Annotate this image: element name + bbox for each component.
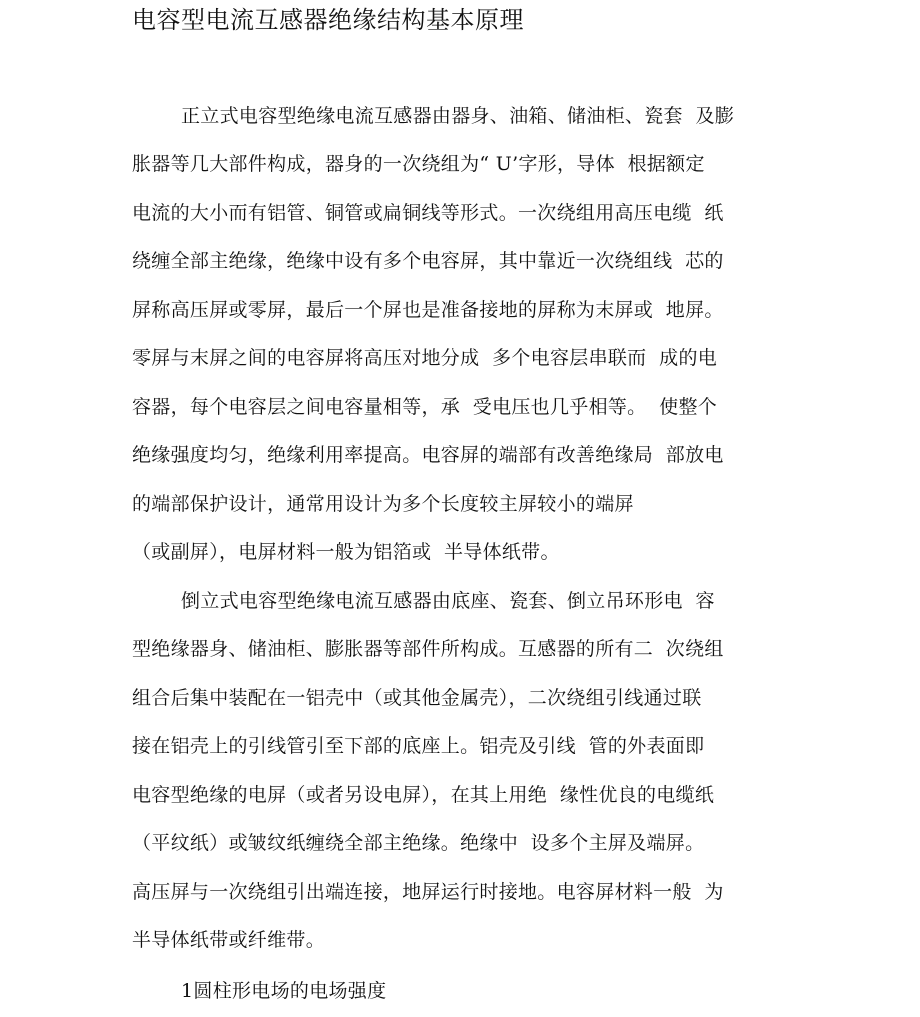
- document-title: 电容型电流互感器绝缘结构基本原理: [132, 6, 524, 34]
- paragraph-2-line-2: 型绝缘器身、储油柜、膨胀器等部件所构成。互感器的所有二 次绕组: [132, 638, 724, 660]
- paragraph-2-line-8: 半导体纸带或纤维带。: [132, 929, 326, 951]
- paragraph-1-line-2: 胀器等几大部件构成，器身的一次绕组为“ U’字形，导体 根据额定: [132, 153, 705, 175]
- paragraph-1-line-5: 屏称高压屏或零屏，最后一个屏也是准备接地的屏称为末屏或 地屏。: [132, 299, 724, 321]
- paragraph-1-line-10: （或副屏），电屏材料一般为铝箔或 半导体纸带。: [132, 541, 560, 563]
- paragraph-1-line-9: 的端部保护设计，通常用设计为多个长度较主屏较小的端屏: [132, 493, 634, 515]
- section-heading: 1圆柱形电场的电场强度: [181, 980, 387, 1002]
- paragraph-1-line-7: 容器，每个电容层之间电容量相等，承 受电压也几乎相等。 使整个: [132, 396, 718, 418]
- paragraph-2-line-3: 组合后集中装配在一铝壳中（或其他金属壳），二次绕组引线通过联: [132, 687, 702, 709]
- paragraph-1-line-1: 正立式电容型绝缘电流互感器由器身、油箱、储油柜、瓷套 及膨: [181, 105, 735, 127]
- paragraph-1-line-6: 零屏与末屏之间的电容屏将高压对地分成 多个电容层串联而 成的电: [132, 347, 718, 369]
- paragraph-1-line-8: 绝缘强度均匀，绝缘利用率提高。电容屏的端部有改善绝缘局 部放电: [132, 444, 724, 466]
- paragraph-2-line-1: 倒立式电容型绝缘电流互感器由底座、瓷套、倒立吊环形电 容: [181, 590, 715, 612]
- paragraph-2-line-6: （平纹纸）或皱纹纸缠绕全部主绝缘。绝缘中 设多个主屏及端屏。: [132, 832, 705, 854]
- paragraph-2-line-7: 高压屏与一次绕组引出端连接，地屏运行时接地。电容屏材料一般 为: [132, 881, 724, 903]
- paragraph-1-line-3: 电流的大小而有铝管、铜管或扁铜线等形式。一次绕组用高压电缆 纸: [132, 202, 724, 224]
- paragraph-2-line-4: 接在铝壳上的引线管引至下部的底座上。铝壳及引线 管的外表面即: [132, 735, 705, 757]
- paragraph-1-line-4: 绕缠全部主绝缘，绝缘中设有多个电容屏，其中靠近一次绕组线 芯的: [132, 250, 724, 272]
- paragraph-2-line-5: 电容型绝缘的电屏（或者另设电屏），在其上用绝 缘性优良的电缆纸: [132, 784, 715, 806]
